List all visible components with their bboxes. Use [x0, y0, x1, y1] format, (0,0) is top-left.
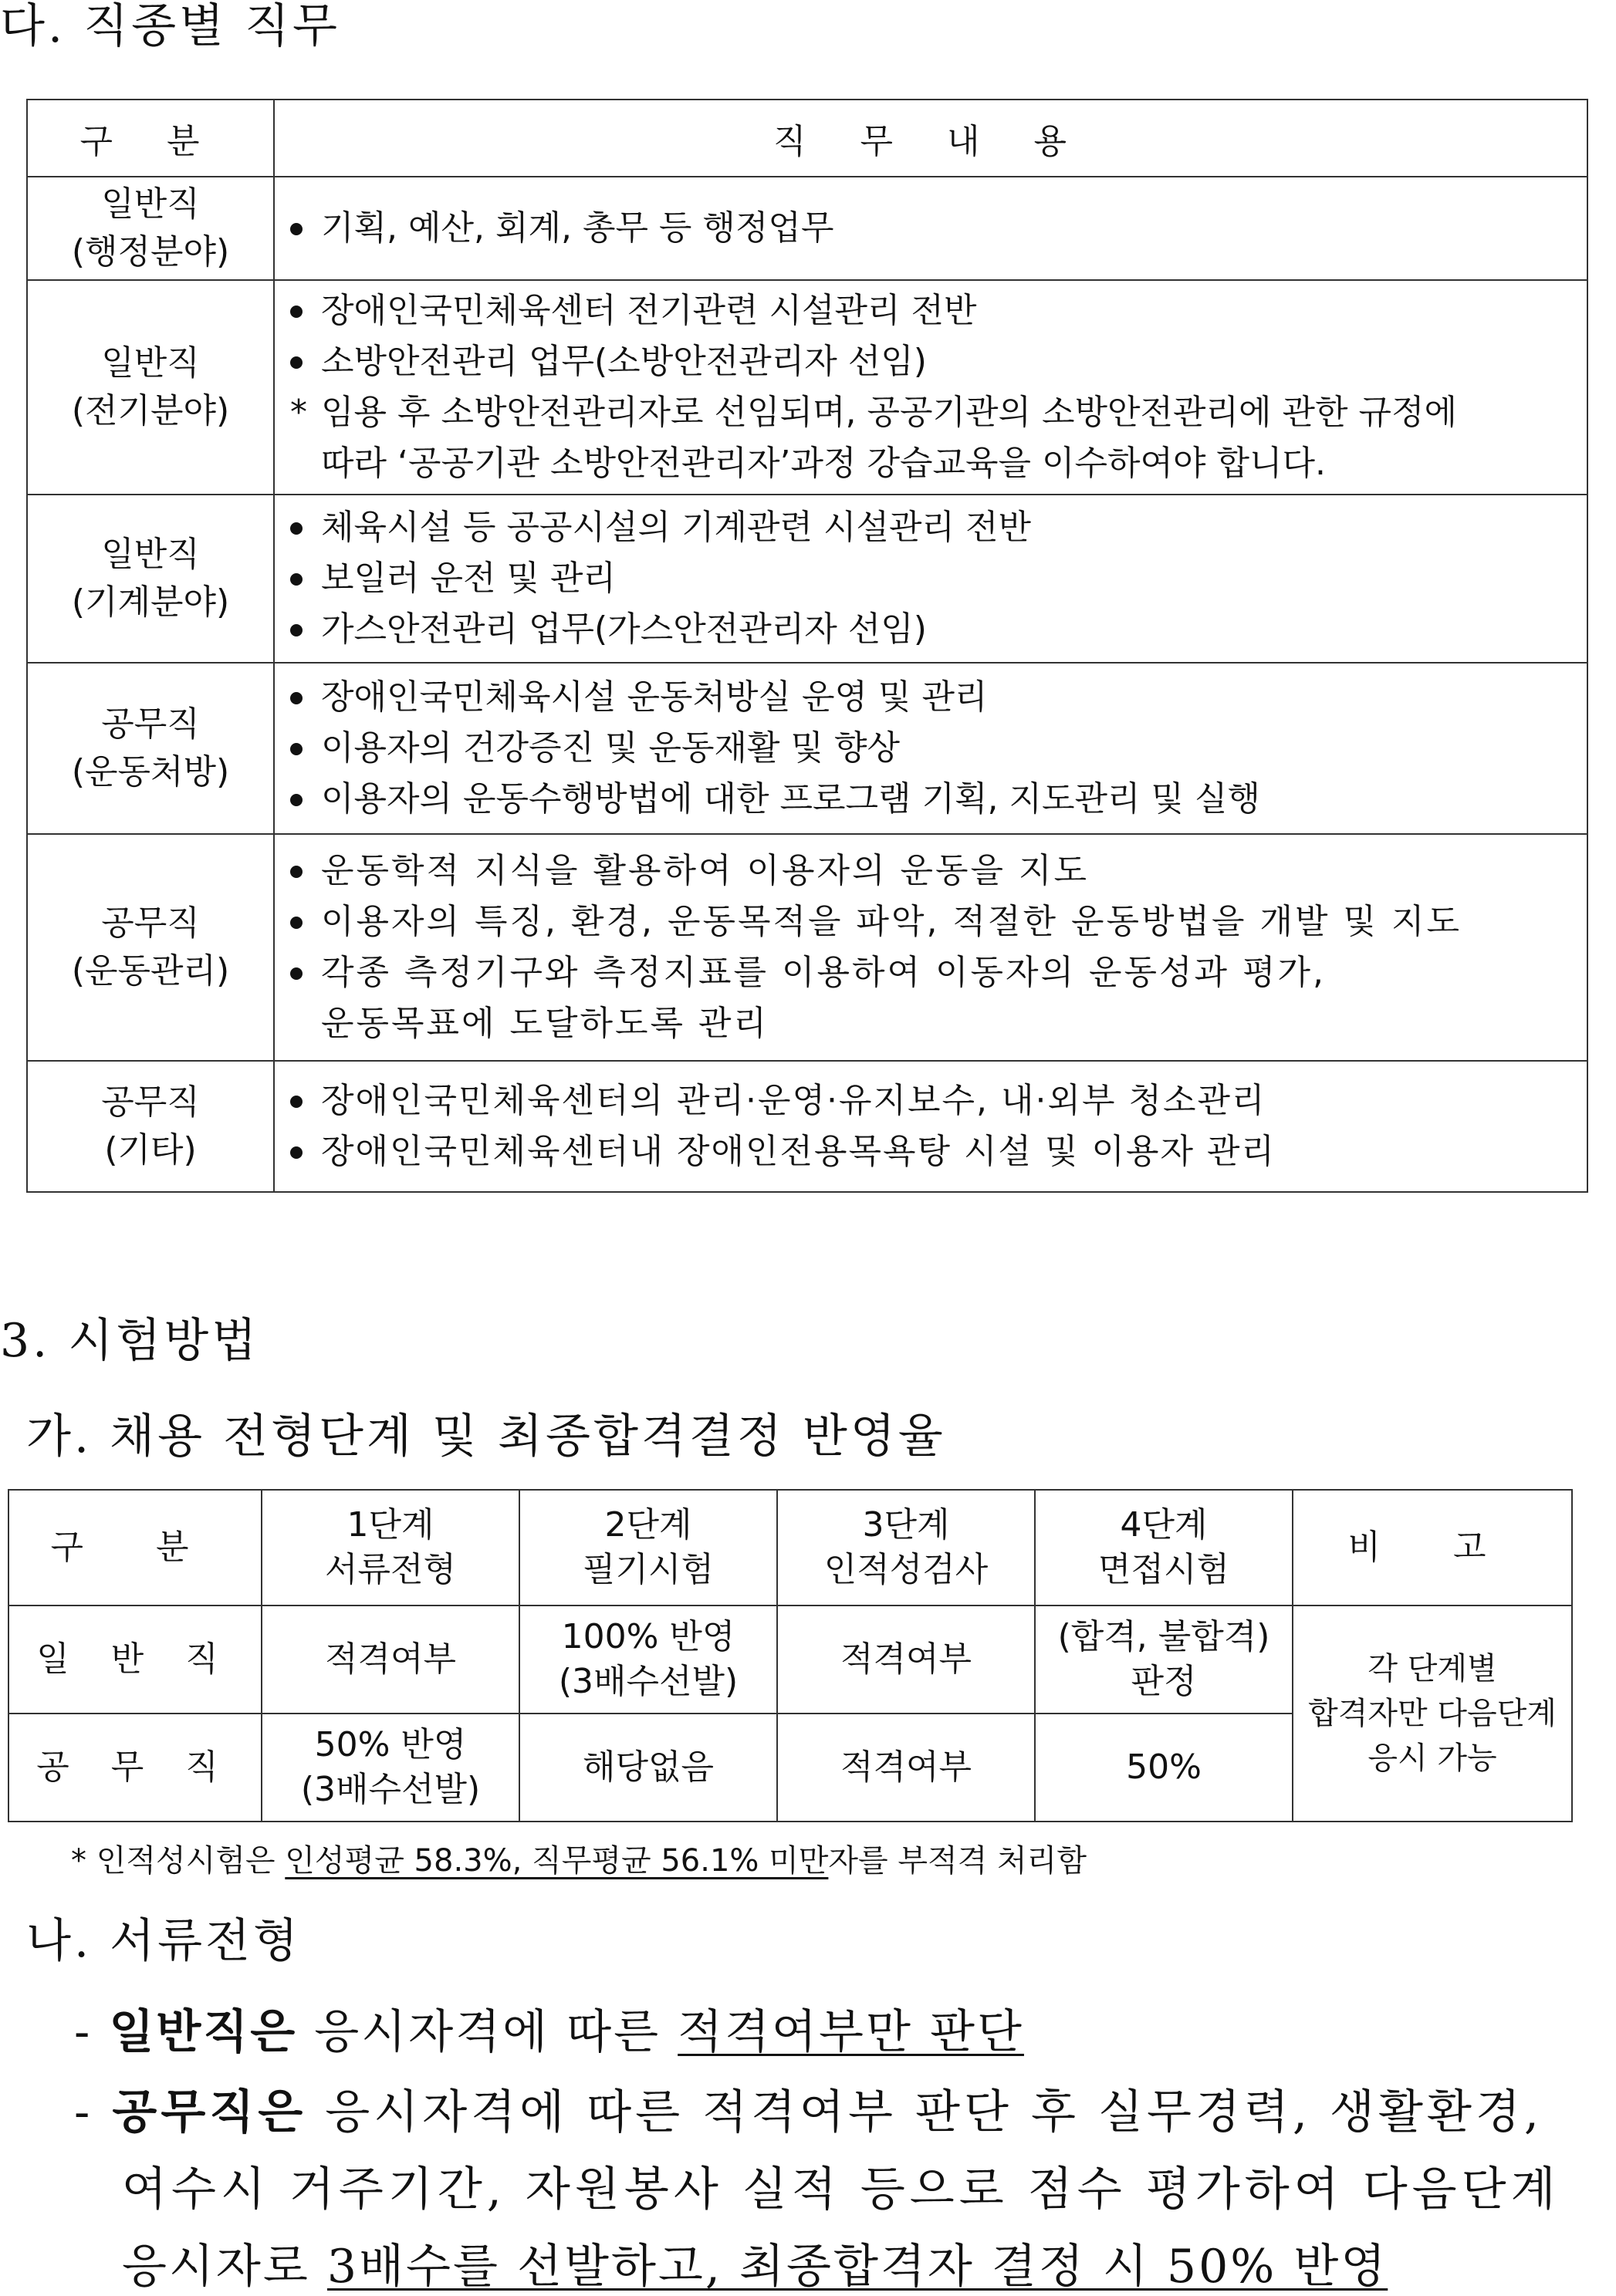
category-line: 공무직: [101, 704, 200, 744]
stage2-cell: [519, 1714, 777, 1822]
cell-line: 해당없음: [582, 1747, 714, 1787]
duty-item: 운동학적 지식을 활용하여 이용자의 운동을 지도: [321, 846, 1587, 896]
duty-table-header: [27, 100, 1587, 177]
asterisk-mark: *: [71, 1843, 86, 1879]
stage-name: 인적성검사: [823, 1550, 989, 1589]
remark-cell: [1293, 1606, 1572, 1822]
row-duties: [274, 1061, 1587, 1192]
duty-item: 장애인국민체육센터내 장애인전용목욕탕 시설 및 이용자 관리: [321, 1126, 1587, 1177]
note-text: 임용 후 소방안전관리자로 선임되며, 공공기관의 소방안전관리에 관한 규정에: [321, 393, 1458, 432]
bold-subject: 공무직은: [112, 2085, 307, 2139]
duty-item: 가스안전관리 업무(가스안전관리자 선임): [321, 604, 1587, 655]
cell-line: 100% 반영: [561, 1617, 735, 1656]
category-line: 일반직: [101, 535, 200, 574]
row-category: [27, 280, 274, 495]
row-category: 일 반 직: [8, 1606, 262, 1714]
header-category: 구 분: [27, 100, 274, 177]
cell-line: 판정: [1131, 1662, 1197, 1701]
stage-name: 면접시험: [1097, 1550, 1229, 1589]
row-category: [27, 663, 274, 834]
duty-note: [290, 387, 1587, 438]
cell-line: (합격, 불합격): [1057, 1617, 1270, 1656]
stage3-cell: [777, 1606, 1035, 1714]
category-line: (운동관리): [71, 951, 230, 991]
duty-item: 체육시설 등 공공시설의 기계관련 시설관리 전반: [321, 502, 1587, 553]
note-prefix: 인적성시험은: [96, 1843, 286, 1879]
row-category: 공 무 직: [8, 1714, 262, 1822]
duty-item: 기획, 예산, 회계, 총무 등 행정업무: [321, 203, 1587, 254]
duty-item: 장애인국민체육센터 전기관련 시설관리 전반: [321, 285, 1587, 336]
table-row: [27, 280, 1587, 495]
stage-number: 4단계: [1120, 1505, 1208, 1545]
cell-line: 적격여부: [840, 1639, 972, 1679]
category-line: (기계분야): [71, 582, 230, 622]
header-stage4: [1035, 1490, 1293, 1606]
underlined-text: 3배수를 선발하고, 최종합격자 결정 시 50% 반영: [326, 2240, 1388, 2294]
general-doc-screening-line: [74, 1995, 1024, 2061]
category-line: 일반직: [101, 343, 200, 383]
category-line: 공무직: [101, 1082, 200, 1122]
cell-line: 50% 반영: [314, 1725, 467, 1764]
row-duties: [274, 663, 1587, 834]
dash-mark: -: [74, 2005, 93, 2059]
header-duty: 직 무 내 용: [274, 100, 1587, 177]
duty-item: 장애인국민체육시설 운동처방실 운영 및 관리: [321, 672, 1587, 723]
table-row: [27, 1061, 1587, 1192]
section-da-heading: 다. 직종별 직무: [0, 0, 340, 53]
duty-note-continued: 따라 ‘공공기관 소방안전관리자’과정 강습교육을 이수하여야 합니다.: [321, 444, 1326, 483]
row-duties: [274, 280, 1587, 495]
plain-text: 응시자격에 따른: [297, 2005, 678, 2059]
civil-doc-screening-line-3: [122, 2230, 1388, 2296]
duty-item: 소방안전관리 업무(소방안전관리자 선임): [321, 336, 1587, 387]
cell-line: (3배수선발): [300, 1770, 481, 1809]
row-duties: [274, 495, 1587, 663]
civil-doc-screening-line: [74, 2075, 1543, 2142]
asterisk-mark: *: [290, 393, 307, 432]
note-suffix: 자를 부적격 처리함: [828, 1843, 1087, 1879]
row-category: [27, 177, 274, 280]
duty-item: 장애인국민체육센터의 관리·운영·유지보수, 내·외부 청소관리: [321, 1075, 1587, 1126]
header-stage3: [777, 1490, 1035, 1606]
stage1-cell: [262, 1606, 519, 1714]
duty-item: 이용자의 운동수행방법에 대한 프로그램 기획, 지도관리 및 실행: [321, 774, 1587, 825]
stage3-cell: [777, 1714, 1035, 1822]
cell-line: 적격여부: [324, 1639, 456, 1679]
row-category: [27, 495, 274, 663]
cell-line: 적격여부: [840, 1747, 972, 1787]
stage1-cell: [262, 1714, 519, 1822]
stage-number: 2단계: [604, 1505, 692, 1545]
stage-table: [8, 1489, 1573, 1822]
category-line: (운동처방): [71, 752, 230, 792]
stage2-cell: [519, 1606, 777, 1714]
remark-line: 응시 가능: [1368, 1741, 1497, 1776]
duty-item-continued: 운동목표에 도달하도록 관리: [321, 1004, 769, 1043]
category-line: 공무직: [101, 903, 200, 943]
civil-doc-screening-line-2: 여수시 거주기간, 자원봉사 실적 등으로 점수 평가하여 다음단계: [122, 2163, 1560, 2217]
header-remark: 비 고: [1293, 1490, 1572, 1606]
duty-item: 보일러 운전 및 관리: [321, 553, 1587, 604]
cell-line: (3배수선발): [558, 1662, 739, 1701]
row-duties: [274, 834, 1587, 1061]
plain-text: 응시자로: [122, 2240, 327, 2294]
section-ga-heading: 가. 채용 전형단계 및 최종합격결정 반영율: [26, 1410, 946, 1464]
plain-text: 응시자격에 따른 적격여부 판단 후 실무경력, 생활환경,: [306, 2085, 1543, 2139]
duty-item: 각종 측정기구와 측정지표를 이용하여 이동자의 운동성과 평가,: [321, 947, 1587, 998]
category-line: (기타): [104, 1130, 197, 1170]
remark-line: 각 단계별: [1368, 1651, 1497, 1687]
category-line: (전기분야): [71, 391, 230, 430]
row-category: [27, 834, 274, 1061]
section-na-heading: 나. 서류전형: [26, 1914, 301, 1968]
table-row: [27, 495, 1587, 663]
stage-name: 서류전형: [324, 1550, 456, 1589]
section-3-heading: 3. 시험방법: [0, 1314, 260, 1368]
duty-table: [26, 99, 1588, 1193]
header-category: 구 분: [8, 1490, 262, 1606]
table-row: [27, 663, 1587, 834]
stage4-cell: [1035, 1606, 1293, 1714]
duty-item: 이용자의 건강증진 및 운동재활 및 향상: [321, 723, 1587, 774]
row-duties: [274, 177, 1587, 280]
bold-subject: 일반직은: [109, 2005, 298, 2059]
duty-item: 이용자의 특징, 환경, 운동목적을 파악, 적절한 운동방법을 개발 및 지도: [321, 896, 1587, 947]
cell-line: 50%: [1126, 1747, 1202, 1787]
table-row: [8, 1606, 1572, 1714]
stage-number: 1단계: [347, 1505, 434, 1545]
header-stage2: [519, 1490, 777, 1606]
header-stage1: [262, 1490, 519, 1606]
stage-number: 3단계: [862, 1505, 950, 1545]
stage-name: 필기시험: [582, 1550, 714, 1589]
row-category: [27, 1061, 274, 1192]
table-row: [27, 834, 1587, 1061]
aptitude-note: [71, 1836, 1087, 1880]
dash-mark: -: [74, 2085, 94, 2139]
stage-table-header: [8, 1490, 1572, 1606]
category-line: (행정분야): [71, 232, 230, 272]
note-underlined: 인성평균 58.3%, 직무평균 56.1% 미만: [285, 1843, 829, 1879]
underlined-text: 적격여부만 판단: [678, 2005, 1024, 2059]
remark-line: 합격자만 다음단계: [1308, 1696, 1557, 1731]
stage4-cell: [1035, 1714, 1293, 1822]
category-line: 일반직: [101, 184, 200, 224]
table-row: [27, 177, 1587, 280]
